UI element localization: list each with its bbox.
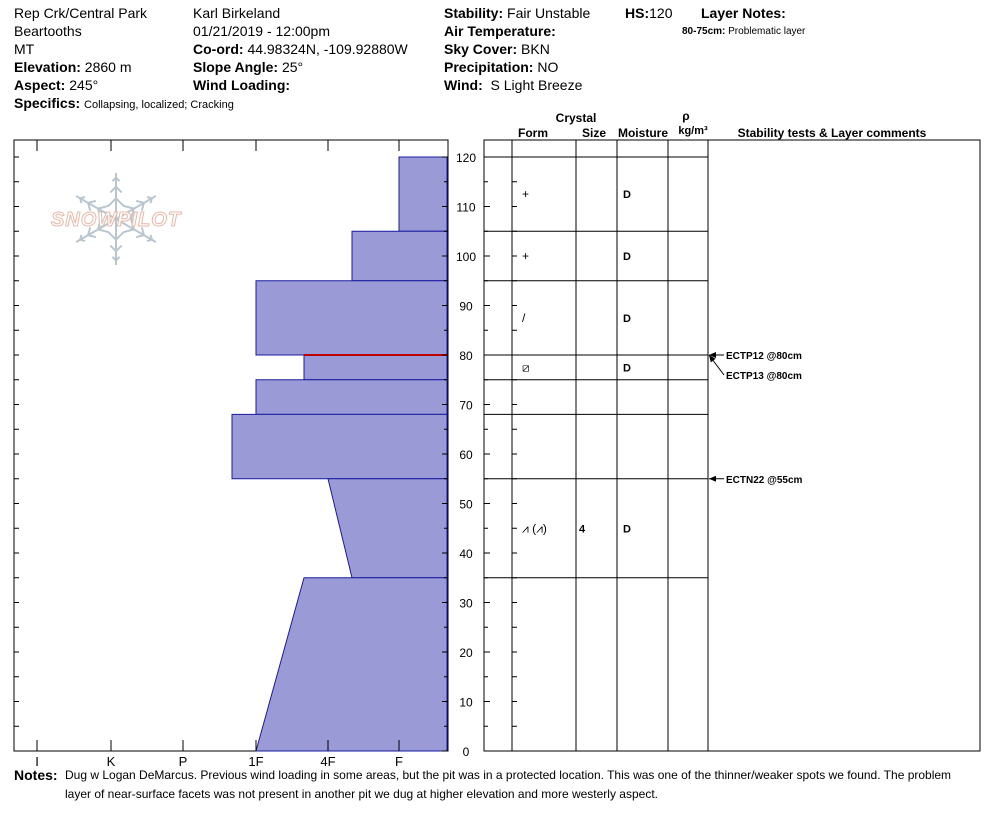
stability-label: Stability: xyxy=(444,5,504,21)
specifics-value: Collapsing, localized; Cracking xyxy=(84,99,234,111)
stability-test-label: ECTP13 @80cm xyxy=(726,371,802,382)
flake-branch xyxy=(136,201,144,203)
stability-value: Fair Unstable xyxy=(507,5,591,21)
layer-form: ⧄ xyxy=(522,360,530,375)
stability-test-label: ECTP12 @80cm xyxy=(726,351,802,362)
elevation-label: Elevation: xyxy=(14,59,81,75)
layer-form: + xyxy=(522,187,530,202)
snowpilot-logo xyxy=(51,173,182,265)
height-label: 60 xyxy=(459,448,473,462)
layer-moisture: D xyxy=(623,189,631,202)
hardness-segment xyxy=(232,414,447,478)
hardness-segment xyxy=(256,281,447,355)
header-density-unit: kg/m³ xyxy=(678,125,708,137)
hardness-label: I xyxy=(35,754,39,769)
precip-label: Precipitation: xyxy=(444,59,534,75)
height-label: 110 xyxy=(456,200,476,215)
hardness-label: P xyxy=(178,754,188,769)
precip-value: NO xyxy=(537,59,559,75)
flake-branch xyxy=(108,232,116,240)
flake-branch xyxy=(151,235,152,240)
layer-moisture: D xyxy=(623,251,631,263)
layer-moisture: D xyxy=(623,362,631,375)
hs-label: HS: xyxy=(625,5,650,21)
layer-moisture: D xyxy=(623,312,631,325)
height-label: 80 xyxy=(459,349,473,363)
layer-size: 4 xyxy=(579,523,586,536)
sky-value: BKN xyxy=(521,41,550,57)
sky-label: Sky Cover: xyxy=(444,41,518,57)
left-minor-ticks xyxy=(14,157,19,751)
hardness-profile xyxy=(232,157,447,751)
wind-loading-label: Wind Loading: xyxy=(193,77,291,93)
header-crystal: Crystal xyxy=(555,111,597,125)
layer-moisture: D xyxy=(623,523,631,536)
flake-branch xyxy=(80,240,85,241)
hardness-segment xyxy=(399,157,447,231)
height-label: 10 xyxy=(459,695,473,710)
layer-form: ⩘ (⩘) xyxy=(522,521,547,536)
flake-branch xyxy=(147,197,152,198)
observer: Karl Birkeland xyxy=(193,5,281,21)
height-label: 0 xyxy=(462,745,470,759)
height-label: 70 xyxy=(459,398,473,413)
layer-form: / xyxy=(522,310,526,325)
hardness-segment xyxy=(328,479,447,578)
slope-value: 25° xyxy=(281,59,304,75)
hardness-label: K xyxy=(106,754,116,769)
hardness-label: F xyxy=(395,754,403,769)
height-label: 100 xyxy=(455,250,477,264)
layer-form: + xyxy=(522,249,530,263)
height-label: 120 xyxy=(455,151,477,165)
logo-text: SNOWPILOT xyxy=(50,209,182,231)
height-label: 50 xyxy=(459,497,473,512)
hardness-segment xyxy=(352,231,447,281)
specifics-label: Specifics: xyxy=(14,95,81,111)
stability-arrowhead xyxy=(709,476,716,482)
header-size: Size xyxy=(581,126,607,140)
height-label: 40 xyxy=(459,547,473,561)
coord-label: Co-ord: xyxy=(193,41,244,57)
slope-label: Slope Angle: xyxy=(193,59,279,75)
height-label: 20 xyxy=(459,646,473,660)
elevation-value: 2860 m xyxy=(84,59,132,75)
flake-branch xyxy=(116,232,124,240)
range: Beartooths xyxy=(14,23,82,39)
notes-line-2: layer of near-surface facets was not present in another pit we dug at higher elevation and more westerly aspect. xyxy=(65,787,658,801)
header-moisture: Moisture xyxy=(617,126,669,140)
layer-notes-label: Layer Notes: xyxy=(701,5,786,21)
hardness-segment xyxy=(304,355,447,380)
stability-tests xyxy=(707,351,803,486)
layer-boundaries xyxy=(484,157,708,578)
flake-branch xyxy=(88,201,96,203)
hardness-label: 4F xyxy=(320,754,336,769)
flake-branch xyxy=(116,198,124,206)
notes-line-1: Dug w Logan DeMarcus. Previous wind loading in some areas, but the pit was in a protected location. This was one of the thinner/weaker spots we found. The problem xyxy=(65,768,952,782)
flake-branch xyxy=(108,198,116,206)
hardness-label: 1F xyxy=(248,754,264,769)
header-form: Form xyxy=(518,126,548,140)
notes-label: Notes: xyxy=(14,767,58,783)
height-label: 30 xyxy=(459,596,473,611)
stability-test-label: ECTN22 @55cm xyxy=(726,474,803,486)
hardness-segment xyxy=(256,578,447,751)
wind-label: Wind: xyxy=(444,77,483,93)
header-stability-tests: Stability tests & Layer comments xyxy=(737,126,927,140)
air-temp-label: Air Temperature: xyxy=(444,23,556,39)
state: MT xyxy=(14,41,35,57)
coord-value: 44.98324N, -109.92880W xyxy=(247,41,408,57)
hs-value: 120 xyxy=(649,5,673,21)
hardness-segment xyxy=(256,380,447,415)
location: Rep Crk/Central Park xyxy=(14,5,148,21)
datetime: 01/21/2019 - 12:00pm xyxy=(193,23,330,39)
aspect-label: Aspect: xyxy=(14,77,66,93)
flake-branch xyxy=(136,235,144,237)
layer-note-range: 80-75cm: xyxy=(682,26,726,37)
flake-branch xyxy=(80,198,81,203)
flake-branch xyxy=(88,235,96,237)
wind-value: S Light Breeze xyxy=(490,77,583,93)
height-label: 90 xyxy=(459,299,473,314)
layer-note-text: Problematic layer xyxy=(728,26,806,37)
aspect-value: 245° xyxy=(69,77,99,93)
header-rho: ρ xyxy=(682,109,690,123)
